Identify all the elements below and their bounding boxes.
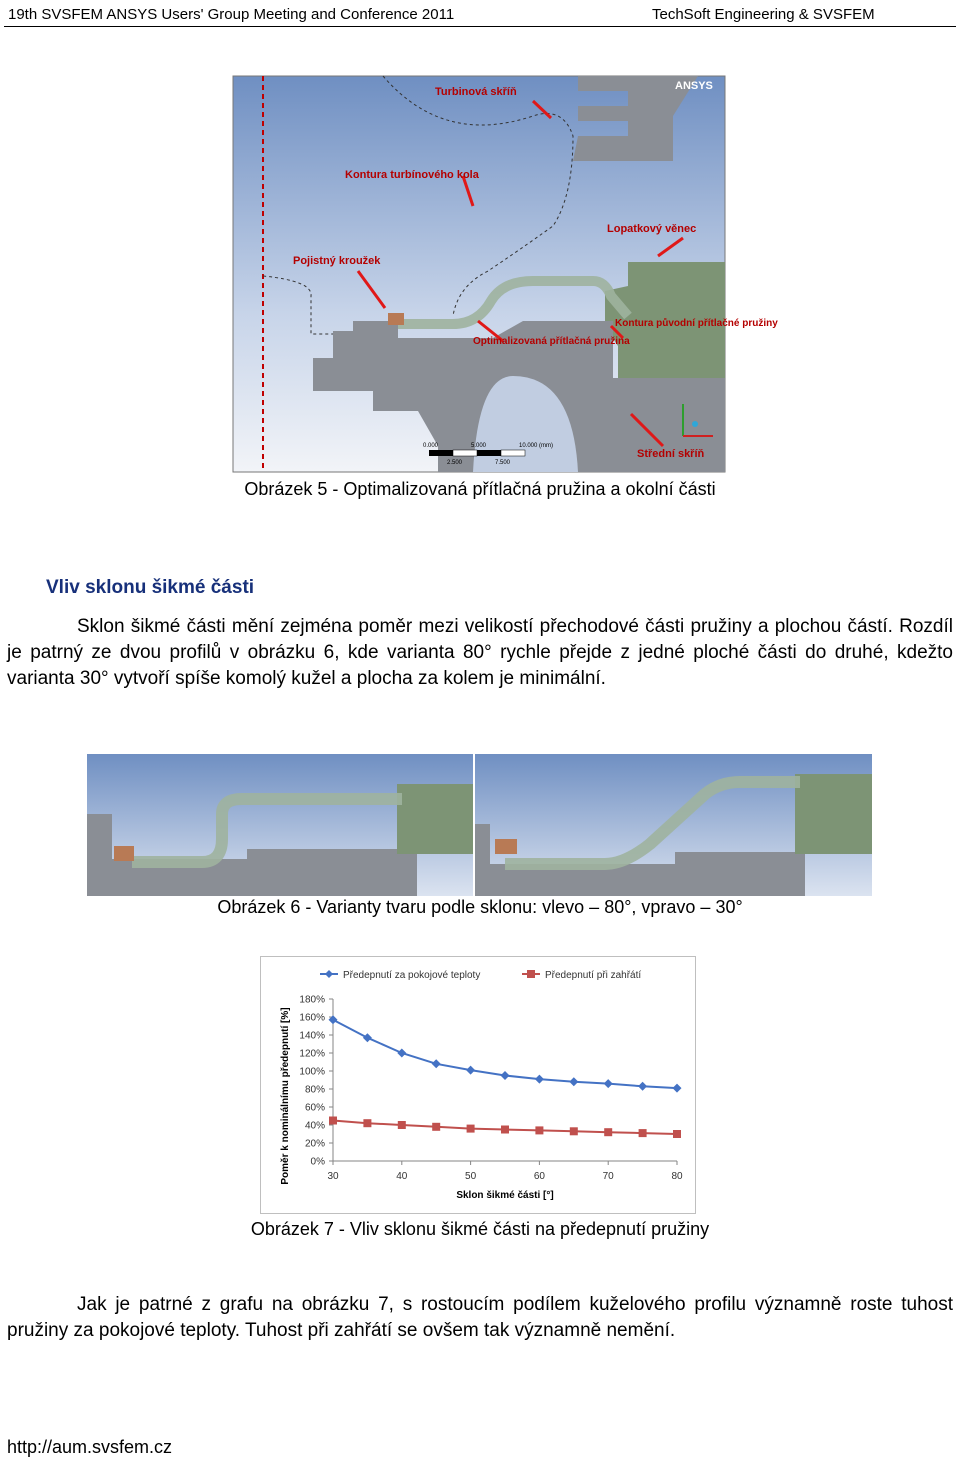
label-wheel-contour: Kontura turbínového kola	[345, 169, 479, 181]
label-blade-ring: Lopatkový věnec	[607, 223, 697, 235]
y-tick-label: 120%	[299, 1048, 325, 1060]
figure5-image	[233, 76, 778, 472]
figure6-right-image	[475, 754, 872, 896]
data-point	[467, 1125, 475, 1133]
figure5-caption: Obrázek 5 - Optimalizovaná přítlačná pružina a okolní části	[244, 479, 716, 499]
scale-tick: 7.500	[495, 460, 511, 466]
paragraph-1	[7, 614, 953, 692]
data-point	[673, 1130, 681, 1138]
legend-label: Předepnutí za pokojové teploty	[343, 970, 481, 981]
x-tick-label: 80	[671, 1171, 683, 1182]
data-point	[329, 1117, 337, 1125]
data-point	[604, 1128, 612, 1136]
header-organizer: TechSoft Engineering & SVSFEM	[652, 6, 875, 23]
section-title: Vliv sklonu šikmé části	[46, 577, 255, 598]
data-point	[432, 1123, 440, 1131]
data-point	[398, 1121, 406, 1129]
figure6-left-image	[87, 754, 473, 896]
data-point	[639, 1129, 647, 1137]
data-point	[501, 1126, 509, 1134]
label-center-housing: Střední skříň	[637, 448, 705, 460]
figure7-caption: Obrázek 7 - Vliv sklonu šikmé části na předepnutí pružiny	[250, 1219, 710, 1239]
paragraph-2-text: Jak je patrné z grafu na obrázku 7, s rostoucím podílem kuželového profilu významně roste tuhost pružiny za pokojové teploty. Tuhost při zahřátí se ovšem tak významně nemění.	[7, 1294, 953, 1341]
x-tick-label: 30	[327, 1171, 339, 1182]
y-tick-label: 180%	[299, 994, 325, 1006]
label-optimized-spring: Optimalizovaná přítlačná pružina	[473, 336, 630, 347]
y-tick-label: 80%	[304, 1084, 325, 1096]
y-tick-label: 0%	[310, 1156, 325, 1168]
ansys-logo: ANSYS	[675, 80, 713, 92]
y-axis-label: Poměr k nominálnímu předepnutí [%]	[280, 1007, 291, 1185]
figure6-caption: Obrázek 6 - Varianty tvaru podle sklonu: vlevo – 80°, vpravo – 30°	[217, 897, 743, 917]
scale-tick: 2.500	[447, 460, 463, 466]
scale-tick: 10.000 (mm)	[519, 443, 554, 449]
header-rule	[4, 26, 956, 27]
x-tick-label: 40	[396, 1171, 408, 1182]
label-original-contour: Kontura původní přítlačné pružiny	[615, 318, 778, 329]
page-header	[0, 0, 960, 30]
y-tick-label: 140%	[299, 1030, 325, 1042]
paragraph-1-text: Sklon šikmé části mění zejména poměr mezi velikostí přechodové části pružiny a plochou částí. Rozdíl je patrný ze dvou profilů v obrázku 6, kde varianta 80° rychle přejde z jedné ploché části do druhé, kdežto varianta 30° vytvoří spíše komolý kužel a plocha za kolem je minimální.	[7, 616, 953, 689]
data-point	[363, 1119, 371, 1127]
label-retaining-ring: Pojistný kroužek	[293, 255, 381, 267]
header-conference: 19th SVSFEM ANSYS Users' Group Meeting and Conference 2011	[8, 6, 455, 23]
legend-marker	[527, 970, 535, 978]
y-tick-label: 40%	[304, 1120, 325, 1132]
x-tick-label: 70	[602, 1171, 614, 1182]
y-tick-label: 20%	[304, 1138, 325, 1150]
data-point	[535, 1126, 543, 1134]
scale-tick: 0.000	[423, 443, 439, 449]
scale-tick: 5.000	[471, 443, 487, 449]
y-tick-label: 60%	[304, 1102, 325, 1114]
y-tick-label: 160%	[299, 1012, 325, 1024]
legend-label: Předepnutí při zahřátí	[545, 970, 642, 981]
y-tick-label: 100%	[299, 1066, 325, 1078]
footer-url: http://aum.svsfem.cz	[7, 1437, 173, 1457]
x-tick-label: 50	[465, 1171, 477, 1182]
figure7-chart	[260, 956, 696, 1214]
paragraph-2	[7, 1292, 953, 1344]
x-tick-label: 60	[533, 1171, 545, 1182]
data-point	[570, 1127, 578, 1135]
x-axis-label: Sklon šikmé části [°]	[456, 1190, 554, 1201]
label-turbine-housing: Turbinová skříň	[435, 86, 517, 98]
